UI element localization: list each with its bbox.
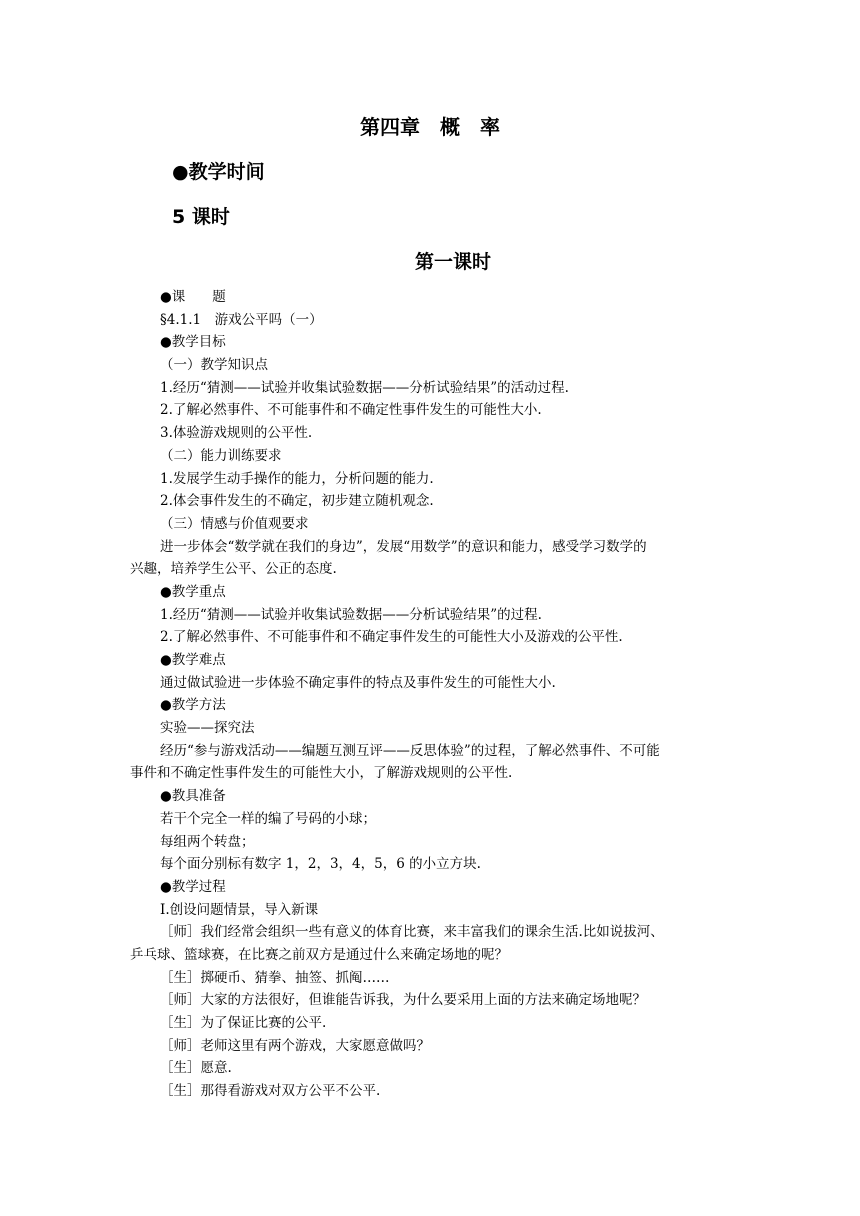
text-line: ［生］掷硬币、猜拳、抽签、抓阄……: [160, 969, 390, 986]
text-line: 经历“参与游戏活动——编题互测互评——反思体验”的过程，了解必然事件、不可能: [160, 742, 660, 759]
text-line: 1.经历“猜测——试验并收集试验数据——分析试验结果”的过程.: [160, 606, 542, 623]
text-line: 通过做试验进一步体验不确定事件的特点及事件发生的可能性大小.: [160, 674, 556, 691]
text-line: ●教具准备: [160, 788, 226, 805]
text-line: ［生］那得看游戏对双方公平不公平.: [160, 1083, 381, 1100]
text-line: 若干个完全一样的编了号码的小球；: [160, 810, 376, 827]
text-line: 1.发展学生动手操作的能力，分析问题的能力.: [160, 470, 434, 487]
text-line: ［师］大家的方法很好，但谁能告诉我，为什么要采用上面的方法来确定场地呢？: [160, 992, 646, 1009]
text-line: ［师］老师这里有两个游戏，大家愿意做吗？: [160, 1037, 430, 1054]
text-line: （三）情感与价值观要求: [160, 515, 309, 532]
text-line: ［生］为了保证比赛的公平.: [160, 1015, 327, 1031]
text-line: ●教学目标: [160, 334, 226, 351]
text-line: ●教学方法: [160, 697, 226, 714]
text-line: ●教学过程: [160, 878, 226, 895]
text-line: 每组两个转盘；: [160, 833, 255, 850]
text-line: §4.1.1 游戏公平吗（一）: [160, 311, 323, 328]
lesson-body: [130, 286, 735, 1103]
text-line: 进一步体会“数学就在我们的身边”，发展“用数学”的意识和能力，感受学习数学的: [160, 538, 647, 555]
text-line: ●教学难点: [160, 652, 226, 668]
text-line: 2.了解必然事件、不可能事件和不确定事件发生的可能性大小及游戏的公平性.: [160, 629, 623, 646]
text-line: 乒乓球、篮球赛，在比赛之前双方是通过什么来确定场地的呢？: [130, 946, 508, 963]
text-line: （二）能力训练要求: [160, 447, 282, 464]
text-line: ●教学重点: [160, 583, 226, 600]
text-line: 兴趣，培养学生公平、公正的态度.: [130, 561, 337, 578]
text-line: 3.体验游戏规则的公平性.: [160, 425, 313, 442]
teaching-time-value: 5 课时: [172, 206, 230, 228]
teaching-time-heading: ●教学时间: [172, 161, 265, 183]
text-line: Ⅰ.创设问题情景，导入新课: [160, 901, 319, 918]
text-line: 2.了解必然事件、不可能事件和不确定性事件发生的可能性大小.: [160, 402, 542, 419]
text-line: （一）教学知识点: [160, 357, 268, 374]
chapter-title: 第四章 概 率: [360, 115, 500, 139]
text-line: 事件和不确定性事件发生的可能性大小，了解游戏规则的公平性.: [130, 765, 513, 782]
text-line: 实验——探究法: [160, 720, 255, 737]
text-line: 2.体会事件发生的不确定，初步建立随机观念.: [160, 493, 434, 510]
text-line: 每个面分别标有数字 1，2，3，4，5，6 的小立方块.: [160, 856, 481, 873]
text-line: 1.经历“猜测——试验并收集试验数据——分析试验结果”的活动过程.: [160, 379, 569, 396]
lesson-title: 第一课时: [414, 251, 491, 273]
text-line: ［师］我们经常会组织一些有意义的体育比赛，来丰富我们的课余生活.比如说拔河、: [160, 924, 664, 941]
text-line: ［生］愿意.: [160, 1060, 232, 1077]
text-line: ●课 题: [160, 289, 226, 305]
